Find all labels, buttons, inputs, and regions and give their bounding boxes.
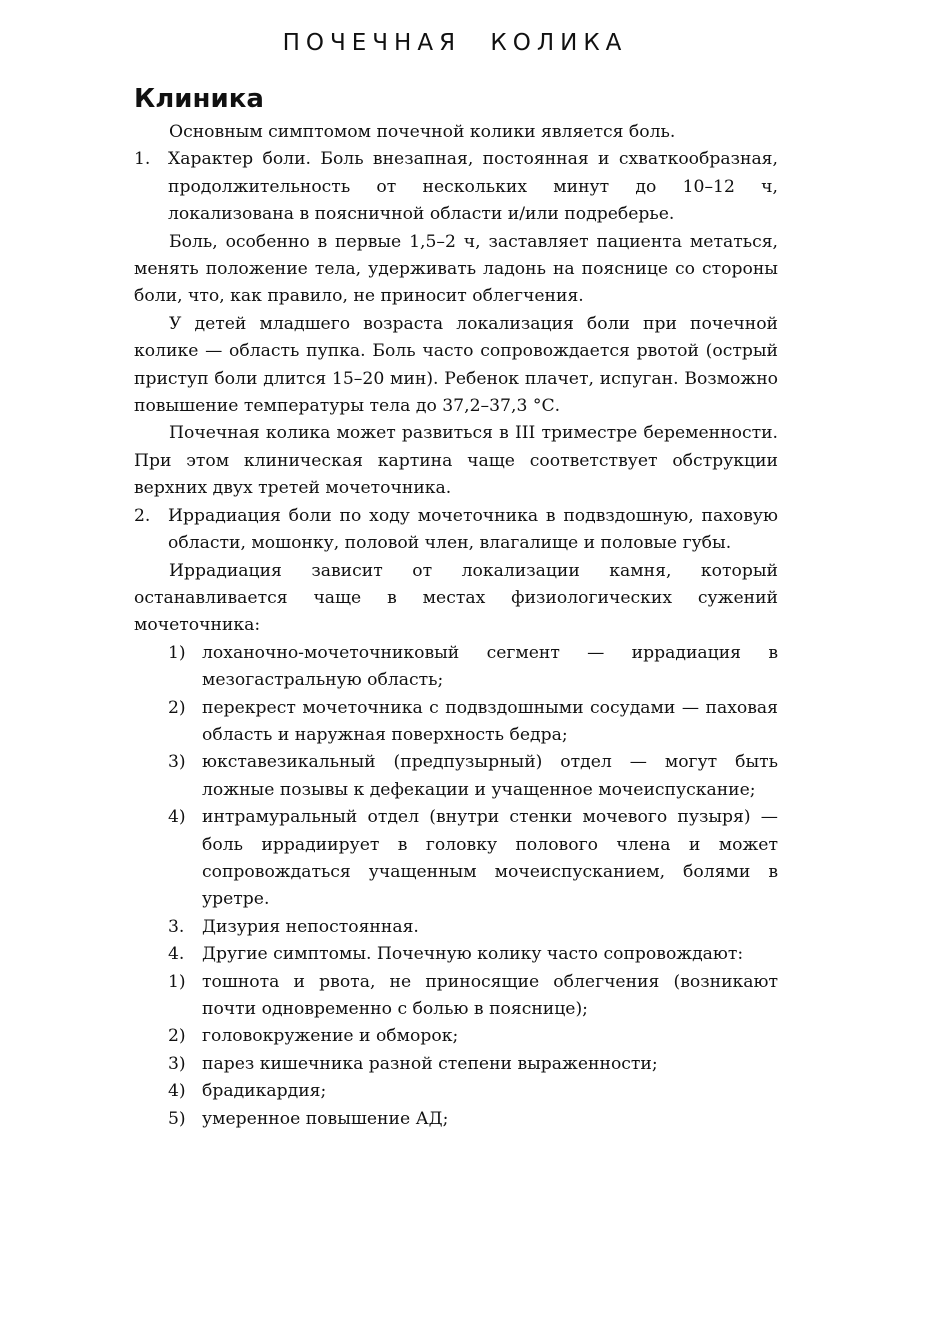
item-number: 2. (134, 505, 151, 526)
list-item-text: головокружение и обморок; (202, 1026, 459, 1047)
item-text: Характер боли. Боль внезапная, постоянная и схваткообразная, продолжительность от нескольких минут до 10–12 ч, локализована в поясничной области и/или подреберье. (168, 149, 778, 225)
paragraph-pregnancy: Почечная колика может развиться в III триместре беременности. При этом клиническая картина чаще соответствует обструкции верхних двух третей мочеточника. (134, 423, 778, 499)
list-item-text: умеренное повышение АД; (202, 1108, 449, 1129)
list-item-text: парез кишечника разной степени выраженности; (202, 1053, 658, 1074)
list-item (134, 804, 778, 914)
body-text (134, 119, 778, 1133)
list-item-text: интрамуральный отдел (внутри стенки мочевого пузыря) — боль иррадиирует в головку полового члена и может сопровождаться учащенным мочеиспусканием, болями в уретре. (202, 807, 778, 910)
list-item-number: 2) (168, 697, 186, 718)
list-item-text: перекрест мочеточника с подвздошными сосудами — паховая область и наружная поверхность бедра; (202, 697, 778, 745)
list-item-number: 4) (168, 807, 186, 828)
list-item-text: лоханочно-мочеточниковый сегмент — иррадиация в мезогастральную область; (202, 642, 778, 691)
numbered-item-2 (134, 503, 778, 558)
numbered-item-1 (134, 146, 778, 228)
item-number: 1. (134, 149, 151, 170)
paragraph-irradiation: Иррадиация зависит от локализации камня, который останавливается чаще в местах физиологических сужений мочеточника: (134, 560, 778, 636)
item-number: 4. (168, 944, 185, 965)
list-item-number: 1) (168, 971, 186, 992)
item-number: 3. (168, 916, 185, 937)
list-item (134, 1051, 778, 1078)
paragraph-intro: Основным симптомом почечной колики является боль. (169, 122, 676, 142)
list-item-number: 1) (168, 642, 186, 663)
list-item (134, 969, 778, 1024)
list-item-number: 5) (168, 1108, 186, 1129)
paragraph-pain: Боль, особенно в первые 1,5–2 ч, заставляет пациента метаться, менять положение тела, удерживать ладонь на пояснице со стороны боли, что, как правило, не приносит облегчения. (134, 231, 778, 307)
list-item-number: 3) (168, 752, 186, 773)
list-item-number: 4) (168, 1081, 186, 1102)
list-item (134, 749, 778, 804)
item-text: Иррадиация боли по ходу мочеточника в подвздошную, паховую области, мошонку, половой член, влагалище и половые губы. (168, 505, 778, 554)
running-title: ПОЧЕЧНАЯ КОЛИКА (282, 30, 628, 56)
section-heading: Клиника (134, 84, 264, 114)
list-item-text: юкставезикальный (предпузырный) отдел — могут быть ложные позывы к дефекации и учащенное мочеиспускание; (202, 752, 778, 800)
list-item-number: 2) (168, 1026, 186, 1047)
list-item (134, 1023, 778, 1050)
list-item (134, 1078, 778, 1105)
list-item-number: 3) (168, 1053, 186, 1074)
list-item (134, 695, 778, 750)
list-item-text: брадикардия; (202, 1081, 327, 1102)
list-item-text: тошнота и рвота, не приносящие облегчения (возникают почти одновременно с болью в пояснице); (202, 971, 778, 1019)
list-item (134, 640, 778, 695)
numbered-item-3 (134, 914, 778, 941)
item-text: Дизурия непостоянная. (202, 916, 419, 937)
paragraph-children: У детей младшего возраста локализация боли при почечной колике — область пупка. Боль часто сопровождается рвотой (острый приступ боли длится 15–20 мин). Ребенок плачет, испуган. Возможно повышение температуры тела до 37,2–37,3 °С. (134, 313, 778, 417)
list-item (134, 1106, 778, 1133)
numbered-item-4 (134, 941, 778, 968)
item-text: Другие симптомы. Почечную колику часто сопровождают: (202, 944, 744, 965)
